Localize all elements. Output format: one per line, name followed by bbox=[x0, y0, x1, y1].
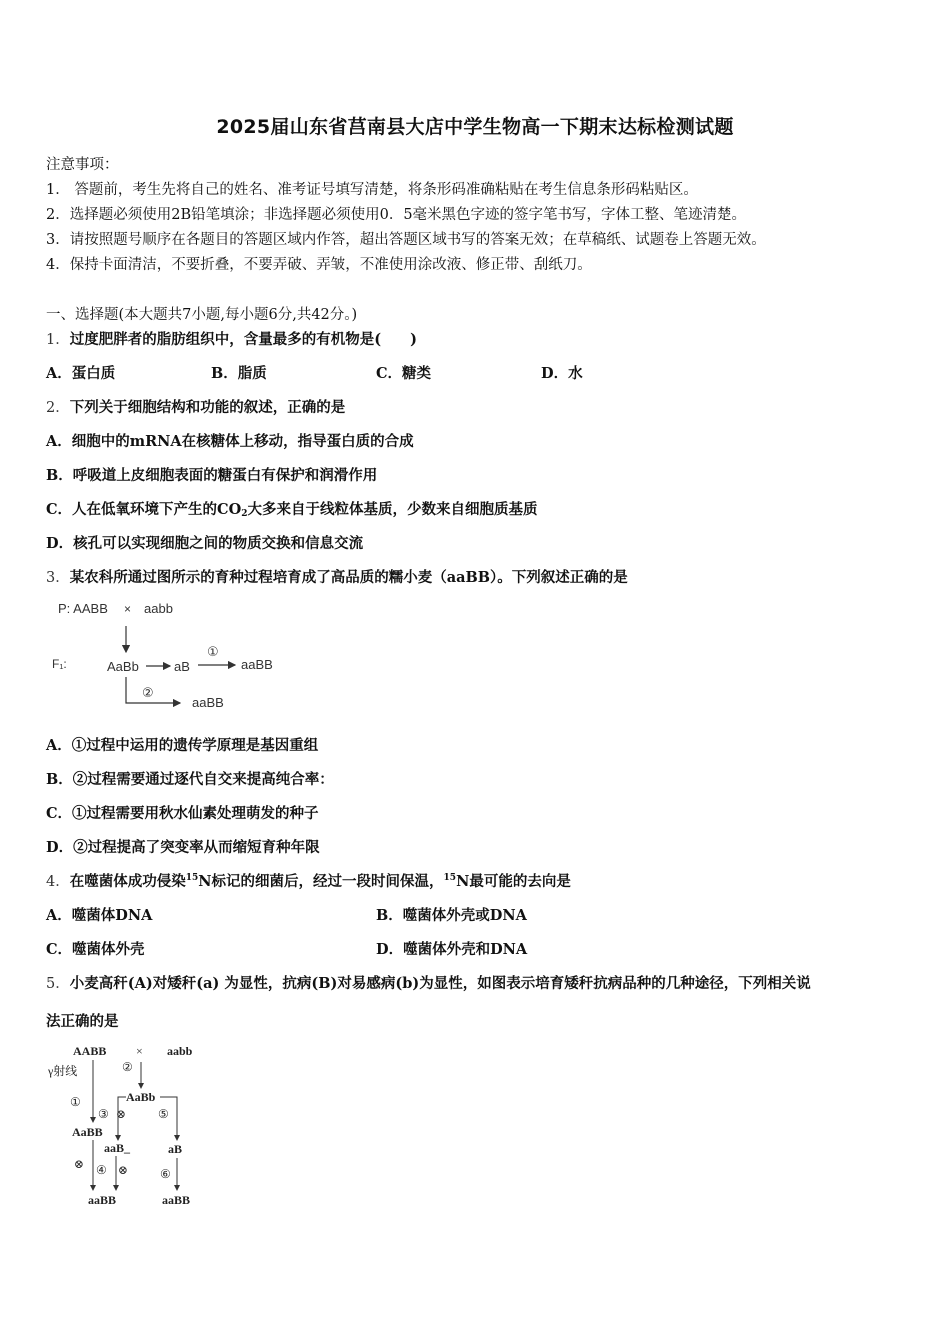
selfing-symbol: ⊗ bbox=[118, 1163, 129, 1177]
option-b[interactable]: B．脂质 bbox=[211, 365, 267, 382]
question-number: 1． bbox=[46, 332, 70, 348]
isotope-mass: 15 bbox=[443, 873, 457, 883]
notice-item-1: 1． 答题前，考生先将自己的姓名、准考证号填写清楚，将条形码准确粘贴在考生信息条形码粘贴区。 bbox=[46, 182, 698, 198]
question-number: 2． bbox=[46, 400, 70, 416]
step-1-marker: ① bbox=[207, 644, 219, 659]
result-1: aaBB bbox=[88, 1193, 117, 1207]
option-c[interactable]: C．糖类 bbox=[376, 365, 432, 382]
section-heading: 一、选择题(本大题共7小题,每小题6分,共42分。) bbox=[46, 307, 358, 323]
question-4 bbox=[46, 870, 571, 891]
question-4-options-row-2 bbox=[46, 938, 706, 959]
parent-2: aabb bbox=[144, 601, 173, 616]
question-stem: 某农科所通过图所示的育种过程培育成了高品质的糯小麦（aaBB）。下列叙述正确的是 bbox=[69, 569, 628, 586]
option-a[interactable]: A．细胞中的mRNA在核糖体上移动，指导蛋白质的合成 bbox=[46, 433, 414, 450]
mutant-genotype: AaBB bbox=[72, 1125, 103, 1139]
step-6-marker: ⑥ bbox=[160, 1167, 171, 1181]
exam-title: 2025届山东省莒南县大店中学生物高一下期末达标检测试题 bbox=[216, 116, 734, 138]
step-4-marker: ④ bbox=[96, 1163, 107, 1177]
parent-1: AABB bbox=[73, 1044, 107, 1058]
question-2 bbox=[46, 396, 345, 417]
gamma-ray-label: γ射线 bbox=[48, 1064, 78, 1078]
f1-genotype: AaBb bbox=[107, 659, 139, 674]
question-1 bbox=[46, 328, 417, 349]
option-c-text-rest: 大多来自于线粒体基质，少数来自细胞质基质 bbox=[247, 501, 538, 518]
question-5-stem-continued: 法正确的是 bbox=[46, 1013, 119, 1030]
f1-label: F₁: bbox=[52, 657, 67, 671]
option-c[interactable]: C．噬菌体外壳 bbox=[46, 941, 145, 958]
option-a[interactable]: A．蛋白质 bbox=[46, 365, 116, 382]
question-4-options-row-1 bbox=[46, 904, 706, 925]
question-stem: 小麦高秆(A)对矮秆(a) 为显性，抗病(B)对易感病(b)为显性，如图表示培育矮秆抗病品种的几种途径，下列相关说 bbox=[69, 975, 811, 992]
cross-symbol: × bbox=[124, 602, 132, 616]
step-3-marker: ③ bbox=[98, 1107, 109, 1121]
f1-genotype: AaBb bbox=[126, 1090, 156, 1104]
notice-item-3: 3．请按照题号顺序在各题目的答题区域内作答，超出答题区域书写的答案无效；在草稿纸、试题卷上答题无效。 bbox=[46, 232, 766, 248]
result-1: aaBB bbox=[241, 657, 273, 672]
option-b[interactable]: B．噬菌体外壳或DNA bbox=[376, 907, 527, 924]
step-2-marker: ② bbox=[142, 685, 154, 700]
notice-item-4: 4．保持卡面清洁，不要折叠，不要弄破、弄皱，不准使用涂改液、修正带、刮纸刀。 bbox=[46, 257, 592, 273]
f2-genotype: aaB_ bbox=[104, 1141, 131, 1155]
step-1-marker: ① bbox=[70, 1095, 81, 1109]
option-c-text: C．人在低氧环境下产生的CO bbox=[46, 501, 242, 518]
question-3 bbox=[46, 566, 628, 587]
breeding-diagram-q5 bbox=[46, 1040, 216, 1212]
option-c[interactable] bbox=[46, 498, 537, 519]
parent-label: P: AABB bbox=[58, 601, 108, 616]
pollen-genotype: aB bbox=[168, 1142, 183, 1156]
option-c[interactable]: C．①过程需要用秋水仙素处理萌发的种子 bbox=[46, 805, 319, 822]
question-number: 5． bbox=[46, 976, 70, 992]
question-stem bbox=[70, 873, 571, 890]
cross-symbol: × bbox=[136, 1044, 143, 1058]
selfing-symbol: ⊗ bbox=[74, 1157, 85, 1171]
option-b[interactable]: B．呼吸道上皮细胞表面的糖蛋白有保护和润滑作用 bbox=[46, 467, 378, 484]
question-stem: 下列关于细胞结构和功能的叙述，正确的是 bbox=[69, 399, 346, 416]
option-d[interactable]: D．水 bbox=[541, 365, 583, 382]
stem-part: 在噬菌体成功侵染 bbox=[69, 873, 186, 890]
option-a[interactable]: A．噬菌体DNA bbox=[46, 907, 153, 924]
option-d[interactable]: D．噬菌体外壳和DNA bbox=[376, 941, 528, 958]
option-a[interactable]: A．①过程中运用的遗传学原理是基因重组 bbox=[46, 737, 319, 754]
gamete: aB bbox=[174, 659, 190, 674]
option-d[interactable]: D．核孔可以实现细胞之间的物质交换和信息交流 bbox=[46, 535, 364, 552]
result-2: aaBB bbox=[192, 695, 224, 710]
step-2-marker: ② bbox=[122, 1060, 133, 1074]
step-5-marker: ⑤ bbox=[158, 1107, 169, 1121]
notice-item-2: 2．选择题必须使用2B铅笔填涂；非选择题必须使用0．5毫米黑色字迹的签字笔书写，字体工整、笔迹清楚。 bbox=[46, 207, 747, 223]
option-d[interactable]: D．②过程提高了突变率从而缩短育种年限 bbox=[46, 839, 320, 856]
question-5 bbox=[46, 972, 811, 993]
question-stem: 过度肥胖者的脂肪组织中，含量最多的有机物是( ) bbox=[69, 331, 417, 348]
question-number: 4． bbox=[46, 874, 70, 890]
stem-part: N最可能的去向是 bbox=[456, 873, 571, 890]
question-1-options bbox=[46, 362, 706, 383]
isotope-mass: 15 bbox=[185, 873, 199, 883]
notice-heading: 注意事项： bbox=[46, 157, 119, 173]
stem-part: N标记的细菌后，经过一段时间保温， bbox=[198, 873, 444, 890]
result-2: aaBB bbox=[162, 1193, 191, 1207]
question-number: 3． bbox=[46, 570, 70, 586]
selfing-symbol: ⊗ bbox=[116, 1107, 127, 1121]
option-b[interactable]: B．②过程需要通过逐代自交来提高纯合率： bbox=[46, 771, 334, 788]
breeding-diagram-q3 bbox=[50, 596, 300, 714]
option-c-subscript: 2 bbox=[241, 509, 248, 519]
parent-2: aabb bbox=[167, 1044, 193, 1058]
